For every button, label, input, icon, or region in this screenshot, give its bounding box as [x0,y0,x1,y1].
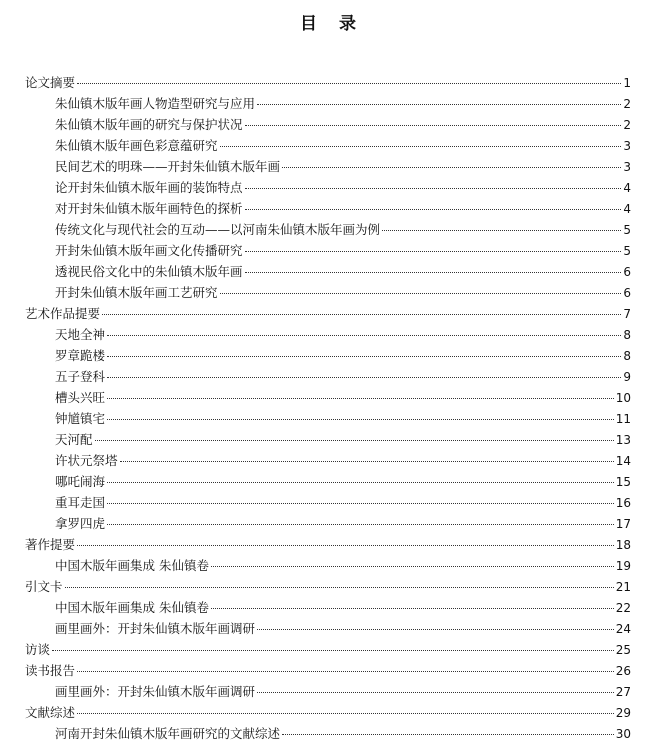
toc-subentry[interactable] [25,261,631,282]
toc-subentry[interactable] [25,240,631,261]
toc-page-number: 18 [615,538,631,552]
toc-entry-title: 传统文化与现代社会的互动——以河南朱仙镇木版年画为例 [55,222,381,237]
toc-entry-title: 读书报告 [25,663,76,678]
toc-entry-title: 天河配 [55,432,93,447]
toc-page-number: 15 [615,475,631,489]
toc-page-number: 10 [615,391,631,405]
toc-page-number: 11 [615,412,631,426]
toc-subentry[interactable] [25,597,631,618]
dot-leader [245,188,622,189]
toc-page-number: 2 [623,118,631,132]
toc-subentry[interactable] [25,450,631,471]
dot-leader [95,440,614,441]
toc-subentry[interactable] [25,492,631,513]
toc-page-number: 13 [615,433,631,447]
toc-page-number: 25 [615,643,631,657]
toc-page-number: 16 [615,496,631,510]
toc-entry-title: 天地全神 [55,327,106,342]
dot-leader [282,734,614,735]
toc-page-number: 2 [623,97,631,111]
toc-entry-title: 访谈 [25,642,51,657]
toc-subentry[interactable] [25,723,631,744]
toc-subentry[interactable] [25,324,631,345]
toc-page-number: 6 [623,265,631,279]
dot-leader [102,314,621,315]
toc-section-entry[interactable] [25,303,631,324]
toc-page-number: 29 [615,706,631,720]
toc-subentry[interactable] [25,429,631,450]
dot-leader [245,209,622,210]
toc-page-number: 26 [615,664,631,678]
toc-subentry[interactable] [25,408,631,429]
toc-entry-title: 开封朱仙镇木版年画工艺研究 [55,285,218,300]
toc-subentry[interactable] [25,177,631,198]
dot-leader [220,146,622,147]
toc-entry-title: 重耳走国 [55,495,106,510]
toc-entry-title: 许状元祭塔 [55,453,118,468]
dot-leader [245,125,622,126]
dot-leader [77,671,614,672]
toc-entry-title: 著作提要 [25,537,76,552]
toc-entry-title: 河南开封朱仙镇木版年画研究的文献综述 [55,726,281,741]
toc-entry-title: 艺术作品提要 [25,306,101,321]
toc-page-number: 22 [615,601,631,615]
toc-page-number: 8 [623,328,631,342]
toc-entry-title: 钟馗镇宅 [55,411,106,426]
dot-leader [211,566,614,567]
toc-page-number: 7 [623,307,631,321]
toc-entry-title: 朱仙镇木版年画人物造型研究与应用 [55,96,256,111]
dot-leader [77,83,621,84]
toc-entry-title: 罗章跪楼 [55,348,106,363]
toc-section-entry[interactable] [25,639,631,660]
toc-subentry[interactable] [25,366,631,387]
dot-leader [107,356,621,357]
dot-leader [107,419,614,420]
toc-section-entry[interactable] [25,576,631,597]
toc-page-number: 4 [623,181,631,195]
toc-entry-title: 中国木版年画集成 朱仙镇卷 [55,600,209,615]
toc-entry-title: 引文卡 [25,579,63,594]
dot-leader [107,377,621,378]
dot-leader [120,461,614,462]
toc-subentry[interactable] [25,681,631,702]
toc-section-entry[interactable] [25,702,631,723]
toc-subentry[interactable] [25,156,631,177]
toc-page-number: 9 [623,370,631,384]
dot-leader [77,713,614,714]
dot-leader [107,335,621,336]
toc-subentry[interactable] [25,471,631,492]
toc-page-number: 14 [615,454,631,468]
toc-entry-title: 透视民俗文化中的朱仙镇木版年画 [55,264,243,279]
toc-subentry[interactable] [25,555,631,576]
page-title: 目 录 [300,14,364,34]
toc-entry-title: 槽头兴旺 [55,390,106,405]
toc-entry-title: 对开封朱仙镇木版年画特色的探析 [55,201,243,216]
dot-leader [211,608,614,609]
toc-section-entry[interactable] [25,660,631,681]
dot-leader [107,524,614,525]
dot-leader [245,251,622,252]
toc-page-number: 17 [615,517,631,531]
toc-entry-title: 论开封朱仙镇木版年画的装饰特点 [55,180,243,195]
toc-page-number: 21 [615,580,631,594]
toc-page-number: 1 [623,76,631,90]
dot-leader [220,293,622,294]
toc-subentry[interactable] [25,513,631,534]
dot-leader [65,587,614,588]
dot-leader [257,104,621,105]
dot-leader [77,545,614,546]
toc-section-entry[interactable] [25,534,631,555]
toc-entry-title: 民间艺术的明珠——开封朱仙镇木版年画 [55,159,281,174]
toc-page-number: 24 [615,622,631,636]
toc-subentry[interactable] [25,387,631,408]
toc-page-number: 4 [623,202,631,216]
dot-leader [257,692,614,693]
toc-subentry[interactable] [25,219,631,240]
toc-entry-title: 开封朱仙镇木版年画文化传播研究 [55,243,243,258]
dot-leader [382,230,621,231]
toc-page-number: 30 [615,727,631,741]
toc-subentry[interactable] [25,198,631,219]
toc-page-number: 3 [623,160,631,174]
toc-subentry[interactable] [25,135,631,156]
toc-subentry[interactable] [25,618,631,639]
toc-page-number: 5 [623,244,631,258]
toc-page-number: 5 [623,223,631,237]
dot-leader [107,398,614,399]
toc-entry-title: 朱仙镇木版年画的研究与保护状况 [55,117,243,132]
toc-entry-title: 文献综述 [25,705,76,720]
toc-page-number: 6 [623,286,631,300]
toc-subentry[interactable] [25,114,631,135]
toc-subentry[interactable] [25,282,631,303]
dot-leader [257,629,614,630]
toc-page-number: 8 [623,349,631,363]
toc-section-entry[interactable] [25,72,631,93]
dot-leader [282,167,621,168]
toc-entry-title: 画里画外：开封朱仙镇木版年画调研 [55,684,256,699]
dot-leader [107,503,614,504]
dot-leader [107,482,614,483]
toc-entry-title: 五子登科 [55,369,106,384]
dot-leader [52,650,614,651]
toc-subentry[interactable] [25,345,631,366]
toc-page-number: 19 [615,559,631,573]
toc-entry-title: 论文摘要 [25,75,76,90]
toc-entry-title: 画里画外：开封朱仙镇木版年画调研 [55,621,256,636]
toc-page-number: 3 [623,139,631,153]
table-of-contents [25,72,631,744]
toc-entry-title: 哪吒闹海 [55,474,106,489]
toc-entry-title: 朱仙镇木版年画色彩意蕴研究 [55,138,218,153]
toc-page-number: 27 [615,685,631,699]
toc-entry-title: 中国木版年画集成 朱仙镇卷 [55,558,209,573]
toc-subentry[interactable] [25,93,631,114]
dot-leader [245,272,622,273]
toc-entry-title: 拿罗四虎 [55,516,106,531]
